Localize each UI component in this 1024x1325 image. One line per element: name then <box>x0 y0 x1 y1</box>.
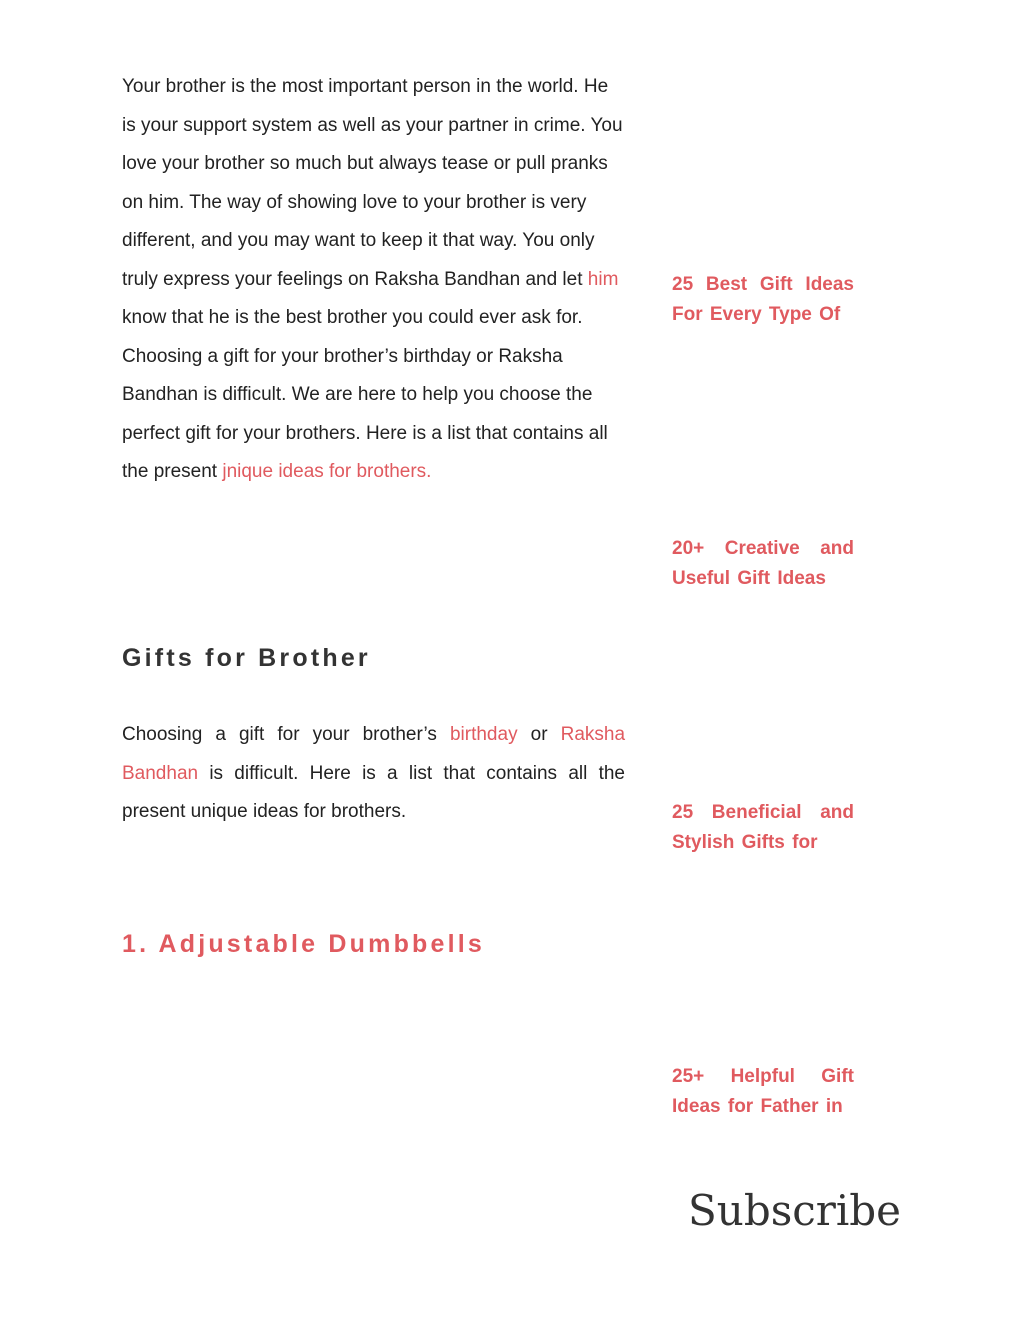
item-heading: 1. Adjustable Dumbbells <box>122 930 486 958</box>
sidebar-link-stylish-gifts[interactable]: 25 Beneficial and Stylish Gifts for <box>672 802 854 853</box>
raksha-bandhan-link[interactable]: Raksha Bandhan <box>122 724 626 784</box>
intro-text-1: Your brother is the most important person in the world. He is your support system as well as your partner in crime. You love your brother so much but always tease or pull pranks on him. The way of showing love to your brother is very different, and you may want to keep it that way. You only truly express your feelings on Raksha Bandhan and let <box>122 76 623 290</box>
section-text-1: Choosing a gift for your brother’s <box>122 724 450 745</box>
sidebar-link-father-gift-ideas[interactable]: 25+ Helpful Gift Ideas for Father in <box>672 1066 854 1117</box>
section-text-2: or <box>517 724 561 745</box>
intro-paragraph <box>122 68 625 492</box>
birthday-link[interactable]: birthday <box>449 724 518 745</box>
section-paragraph <box>122 716 625 832</box>
intro-text-2: know that he is the best brother you could ever ask for. Choosing a gift for your brother’s birthday or Raksha Bandhan is difficult. We are here to help you choose the perfect gift for your brothers. Here is a list that contains all the present <box>122 307 608 482</box>
section-heading: Gifts for Brother <box>122 644 371 672</box>
him-link[interactable]: him <box>587 268 619 290</box>
subscribe-heading: Subscribe <box>688 1186 902 1235</box>
sidebar-link-creative-gift-ideas[interactable]: 20+ Creative and Useful Gift Ideas <box>672 538 854 589</box>
section-text-3: is difficult. Here is a list that contains all the present unique ideas for brothers. <box>122 762 625 822</box>
unique-ideas-link[interactable]: jnique ideas for brothers. <box>222 461 432 482</box>
sidebar-link-best-gift-ideas[interactable]: 25 Best Gift Ideas For Every Type Of <box>672 274 854 325</box>
